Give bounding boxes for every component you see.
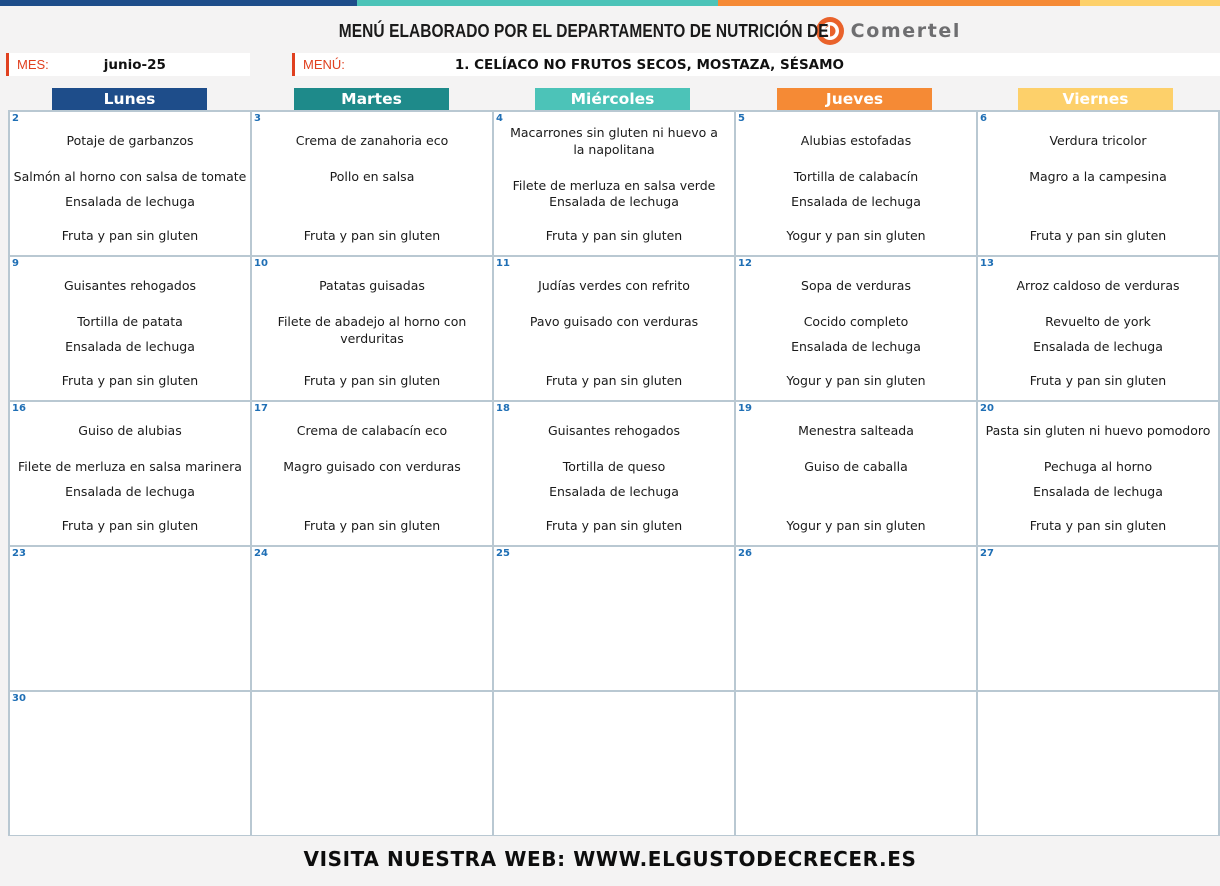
comertel-logo [815,16,961,46]
day-number: 26 [738,548,752,559]
side-dish: Ensalada de lechuga [791,339,921,354]
dessert: Fruta y pan sin gluten [61,518,199,533]
first-course: Arroz caldoso de verduras [1016,278,1180,293]
dessert: Fruta y pan sin gluten [1029,373,1167,388]
first-course: Sopa de verduras [801,278,911,293]
day-header-jueves: Jueves [777,88,932,110]
side-dish: Ensalada de lechuga [65,339,195,354]
first-course: Macarrones sin gluten ni huevo a la napolitana [510,125,718,157]
footer-website: VISITA NUESTRA WEB: WWW.ELGUSTODECRECER.ES [303,847,917,871]
dessert: Fruta y pan sin gluten [303,518,441,533]
second-course: Tortilla de calabacín [793,169,919,184]
menu-label: MENÚ: [303,57,345,72]
side-dish: Ensalada de lechuga [65,194,195,209]
day-header-lunes: Lunes [52,88,207,110]
day-cell [10,257,250,400]
dessert: Yogur y pan sin gluten [786,228,926,243]
day-number: 5 [738,113,745,124]
day-number: 17 [254,403,268,414]
day-number: 11 [496,258,510,269]
second-course: Pechuga al horno [1043,459,1153,474]
logo-text: Comertel [850,20,962,42]
day-number: 2 [12,113,19,124]
first-course: Verdura tricolor [1049,133,1147,148]
first-course: Menestra salteada [798,423,914,438]
second-course: Filete de abadejo al horno con verduritas [277,314,467,346]
day-cell [252,112,492,255]
second-course: Magro a la campesina [1029,169,1167,184]
day-number: 23 [12,548,26,559]
day-cell [252,402,492,545]
first-course: Patatas guisadas [319,278,425,293]
day-cell [494,692,734,835]
day-number: 13 [980,258,994,269]
day-number: 18 [496,403,510,414]
dessert: Fruta y pan sin gluten [1029,518,1167,533]
first-course: Guisantes rehogados [63,278,197,293]
side-dish: Ensalada de lechuga [65,484,195,499]
month-label: MES: [17,57,49,72]
day-header-viernes: Viernes [1018,88,1173,110]
second-course: Pavo guisado con verduras [529,314,699,329]
side-dish: Ensalada de lechuga [549,484,679,499]
dessert: Fruta y pan sin gluten [303,228,441,243]
day-cell [978,112,1218,255]
day-number: 3 [254,113,261,124]
day-header-miercoles: Miércoles [535,88,690,110]
second-course: Tortilla de queso [562,459,666,474]
day-number: 10 [254,258,268,269]
month-value: junio-25 [103,56,166,73]
dessert: Fruta y pan sin gluten [545,518,683,533]
dessert: Fruta y pan sin gluten [61,373,199,388]
dessert: Fruta y pan sin gluten [545,373,683,388]
top-bar-segment-navy [0,0,357,6]
first-course: Judías verdes con refrito [538,278,690,293]
day-cell [494,257,734,400]
day-cell [978,692,1218,835]
day-cell [978,257,1218,400]
second-course: Salmón al horno con salsa de tomate [13,169,247,184]
day-number: 27 [980,548,994,559]
day-cell [10,112,250,255]
day-cell [10,692,250,835]
dessert: Fruta y pan sin gluten [61,228,199,243]
dessert: Yogur y pan sin gluten [786,373,926,388]
day-header-martes: Martes [294,88,449,110]
menu-box [292,53,1220,76]
day-cell [252,692,492,835]
second-course: Guiso de caballa [804,459,908,474]
dessert: Fruta y pan sin gluten [303,373,441,388]
dessert: Yogur y pan sin gluten [786,518,926,533]
first-course: Alubias estofadas [800,133,912,148]
day-number: 25 [496,548,510,559]
first-course: Pasta sin gluten ni huevo pomodoro [985,423,1211,438]
menu-value: 1. CELÍACO NO FRUTOS SECOS, MOSTAZA, SÉSAMO [454,56,845,73]
second-course: Pollo en salsa [329,169,415,184]
second-course: Tortilla de patata [77,314,183,329]
first-course: Crema de zanahoria eco [295,133,449,148]
menu-calendar-grid [8,110,1220,836]
side-dish: Ensalada de lechuga [791,194,921,209]
second-course: Revuelto de york [1045,314,1151,329]
page-title: MENÚ ELABORADO POR EL DEPARTAMENTO DE NUTRICIÓN DE [338,20,829,41]
day-cell [494,402,734,545]
day-cell [736,692,976,835]
day-number: 9 [12,258,19,269]
day-cell [252,257,492,400]
day-number: 6 [980,113,987,124]
day-number: 12 [738,258,752,269]
second-course: Filete de merluza en salsa verde [512,178,716,193]
day-cell [978,547,1218,690]
top-bar-segment-yellow [1080,0,1220,6]
top-bar-segment-teal [357,0,718,6]
side-dish: Ensalada de lechuga [549,194,679,209]
first-course: Guisantes rehogados [547,423,681,438]
day-number: 16 [12,403,26,414]
day-cell [10,547,250,690]
second-course: Filete de merluza en salsa marinera [18,459,242,474]
day-number: 4 [496,113,503,124]
day-cell [978,402,1218,545]
first-course: Potaje de garbanzos [66,133,194,148]
first-course: Crema de calabacín eco [296,423,448,438]
month-box [6,53,250,76]
second-course: Magro guisado con verduras [283,459,461,474]
side-dish: Ensalada de lechuga [1033,484,1163,499]
day-number: 30 [12,693,26,704]
day-cell [494,547,734,690]
day-cell [736,257,976,400]
first-course: Guiso de alubias [78,423,182,438]
day-number: 20 [980,403,994,414]
day-cell [252,547,492,690]
day-cell [736,112,976,255]
dessert: Fruta y pan sin gluten [1029,228,1167,243]
day-cell [494,112,734,255]
dessert: Fruta y pan sin gluten [545,228,683,243]
top-color-bar [0,0,1220,6]
day-number: 24 [254,548,268,559]
day-cell [736,547,976,690]
day-cell [10,402,250,545]
second-course: Cocido completo [803,314,909,329]
top-bar-segment-orange [718,0,1080,6]
day-number: 19 [738,403,752,414]
title-row [0,14,1220,48]
day-cell [736,402,976,545]
side-dish: Ensalada de lechuga [1033,339,1163,354]
